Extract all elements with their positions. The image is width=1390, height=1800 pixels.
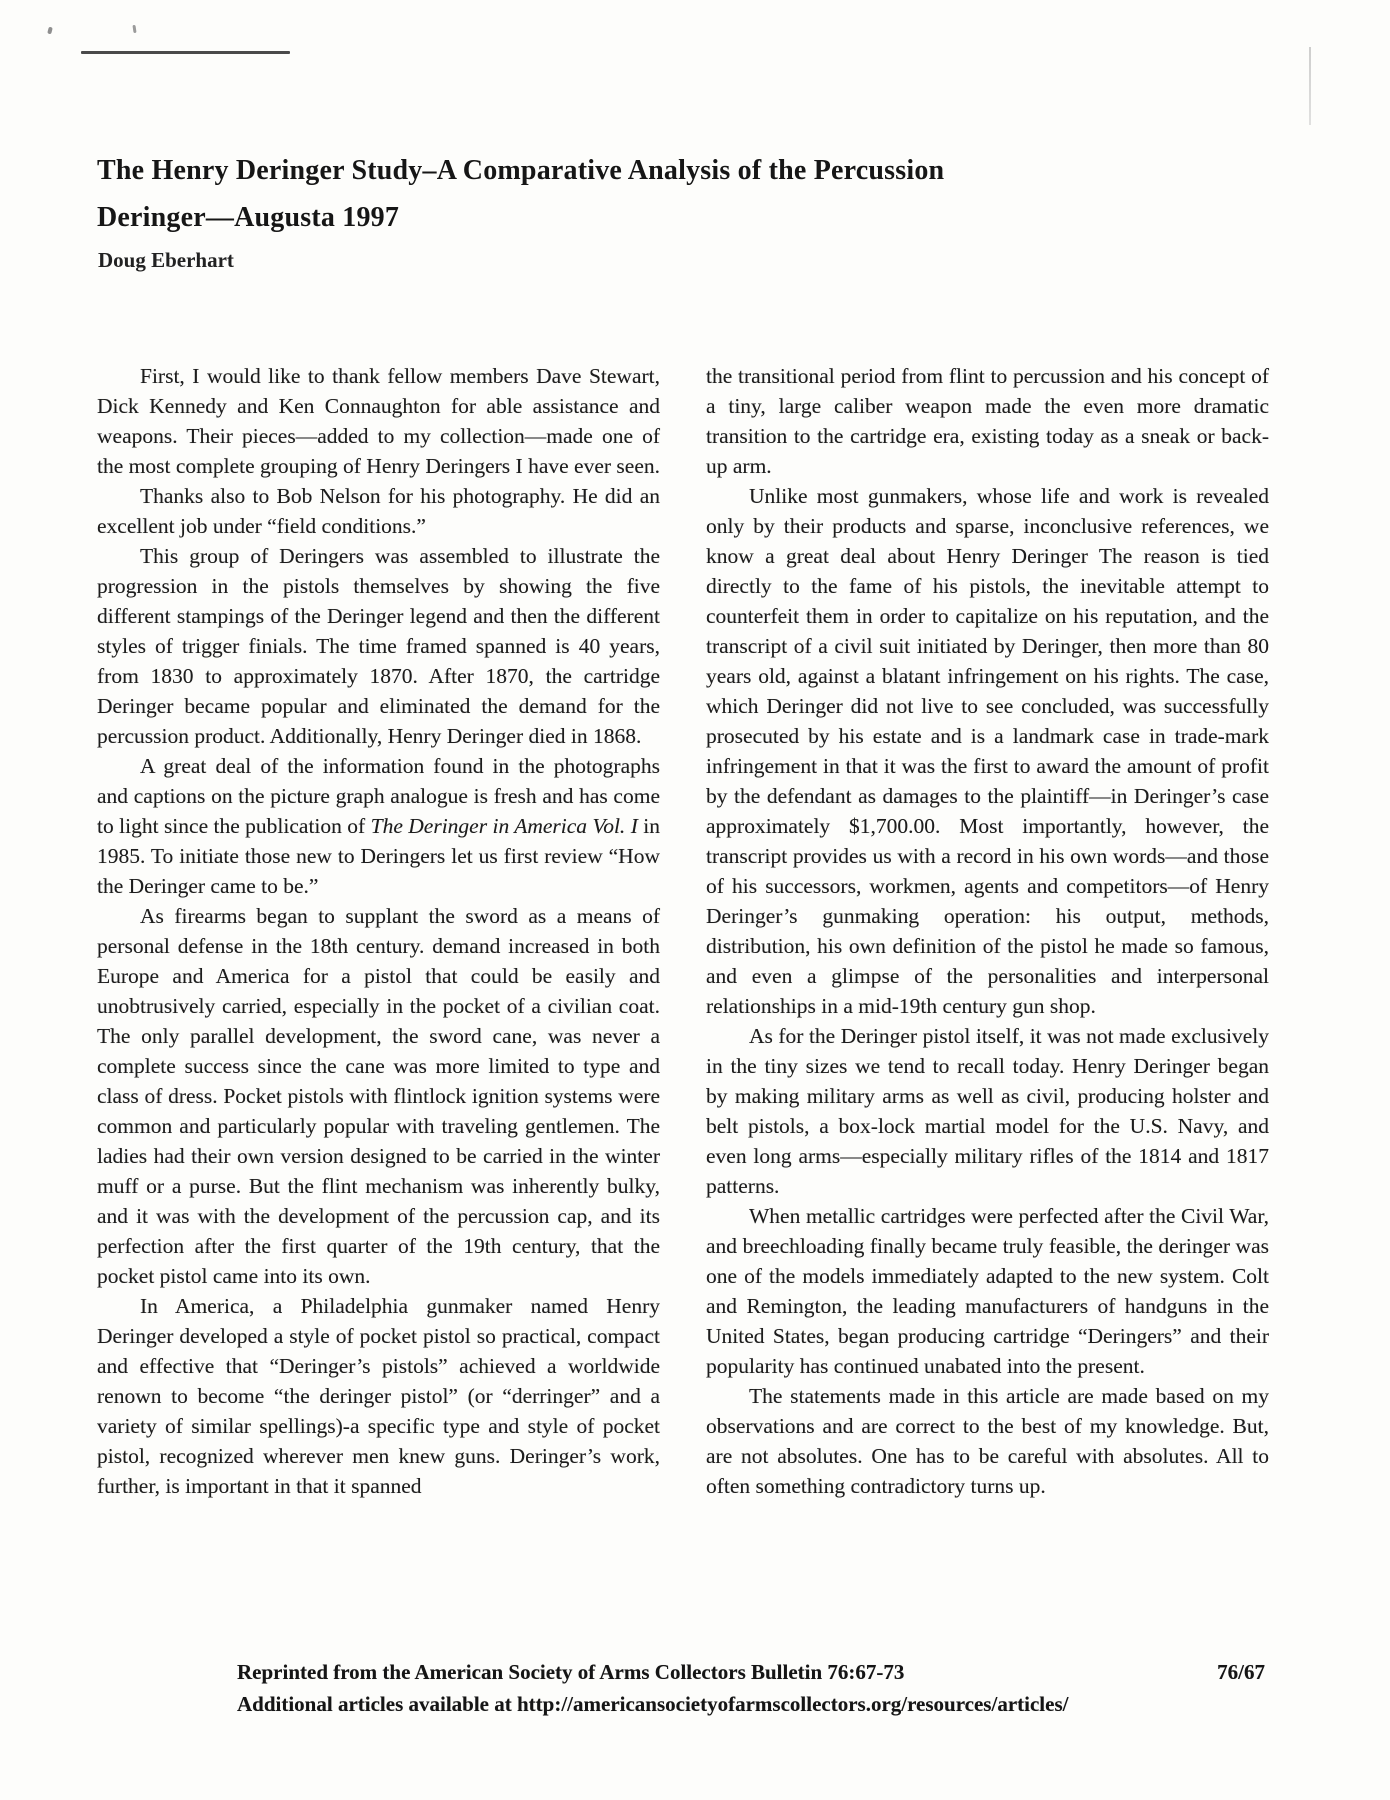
paragraph bbox=[97, 541, 660, 751]
paragraph bbox=[706, 481, 1269, 1021]
scan-speck-artifact bbox=[132, 25, 136, 33]
text-run: This group of Deringers was assembled to illustrate the progression in the pistols themselves by showing the five different stampings of the Deringer legend and then the different styles of trigger finials. The time framed spanned is 40 years, from 1830 to approximately 1870. After 1870, the cartridge Deringer became popular and eliminated the demand for the percussion product. Additionally, Henry Deringer died in 1868. bbox=[97, 544, 660, 748]
text-run: the transitional period from flint to percussion and his concept of a tiny, large caliber weapon made the even more dramatic transition to the cartridge era, existing today as a sneak or back-up arm. bbox=[706, 364, 1269, 478]
paragraph bbox=[97, 901, 660, 1291]
footer-reprint-line: Reprinted from the American Society of Arms Collectors Bulletin 76:67-73 bbox=[237, 1660, 905, 1684]
left-column bbox=[97, 361, 660, 1501]
text-run: As firearms began to supplant the sword as a means of personal defense in the 18th century. demand increased in both Europe and America for a pistol that could be easily and unobtrusively carried, especially in the pocket of a civilian coat. The only parallel development, the sword cane, was never a complete success since the cane was more limited to type and class of dress. Pocket pistols with flintlock ignition systems were common and particularly popular with traveling gentlemen. The ladies had their own version designed to be carried in the winter muff or a purse. But the flint mechanism was inherently bulky, and it was with the development of the percussion cap, and its perfection after the first quarter of the 19th century, that the pocket pistol came into its own. bbox=[97, 904, 660, 1288]
text-run: in 1985. To initiate those new to Deringers let us first review “How the Deringer came to be.” bbox=[97, 814, 660, 898]
text-run: First, I would like to thank fellow members Dave Stewart, Dick Kennedy and Ken Connaughton for able assistance and weapons. Their pieces—added to my collection—made one of the most complete grouping of Henry Deringers I have ever seen. bbox=[97, 364, 660, 478]
page-reference: 76/67 bbox=[1217, 1660, 1265, 1684]
article-title-line2: Deringer—Augusta 1997 bbox=[97, 201, 400, 233]
text-run: Unlike most gunmakers, whose life and work is revealed only by their products and sparse, inconclusive references, we know a great deal about Henry Deringer The reason is tied directly to the fame of his pistols, the inevitable attempt to counterfeit them in order to capitalize on his reputation, and the transcript of a civil suit initiated by Deringer, then more than 80 years old, against a blatant infringement on his rights. The case, which Deringer did not live to see concluded, was successfully prosecuted by his estate and is a landmark case in trade-mark infringement in that it was the first to award the amount of profit by the defendant as damages to the plaintiff—in Deringer’s case approximately $1,700.00. Most importantly, however, the transcript provides us with a record in his own words—and those of his successors, workmen, agents and competitors—of Henry Deringer’s gunmaking operation: his output, methods, distribution, his own definition of the pistol he made so famous, and even a glimpse of the personalities and interpersonal relationships in a mid-19th century gun shop. bbox=[706, 484, 1269, 1018]
article-body bbox=[97, 361, 1269, 1501]
scan-line-artifact bbox=[1309, 47, 1311, 125]
paragraph bbox=[706, 1381, 1269, 1501]
footer-articles-url-line: Additional articles available at http://americansocietyofarmscollectors.org/resources/articles/ bbox=[237, 1692, 1069, 1716]
footer bbox=[237, 1656, 1265, 1720]
paragraph bbox=[706, 361, 1269, 481]
text-run: The statements made in this article are made based on my observations and are correct to the best of my knowledge. But, are not absolutes. One has to be careful with absolutes. All to often something contradictory turns up. bbox=[706, 1384, 1269, 1498]
paragraph bbox=[706, 1201, 1269, 1381]
paragraph bbox=[706, 1021, 1269, 1201]
text-run: When metallic cartridges were perfected after the Civil War, and breechloading finally became truly feasible, the deringer was one of the models immediately adapted to the new system. Colt and Remington, the leading manufacturers of handguns in the United States, began producing cartridge “Deringers” and their popularity has continued unabated into the present. bbox=[706, 1204, 1269, 1378]
right-column bbox=[706, 361, 1269, 1501]
paragraph bbox=[97, 1291, 660, 1501]
paragraph bbox=[97, 751, 660, 901]
text-run: Thanks also to Bob Nelson for his photography. He did an excellent job under “field conditions.” bbox=[97, 484, 660, 538]
article-title-line1: The Henry Deringer Study–A Comparative Analysis of the Percussion bbox=[97, 154, 945, 186]
text-run: As for the Deringer pistol itself, it was not made exclusively in the tiny sizes we tend to recall today. Henry Deringer began by making military arms as well as civil, producing holster and belt pistols, a box-lock martial model for the U.S. Navy, and even long arms—especially military rifles of the 1814 and 1817 patterns. bbox=[706, 1024, 1269, 1198]
scan-rule-mark bbox=[81, 51, 290, 54]
footer-reprint-block bbox=[237, 1656, 1068, 1720]
paragraph bbox=[97, 481, 660, 541]
scan-speck-artifact bbox=[47, 27, 53, 35]
text-run: A great deal of the information found in the photographs and captions on the picture graph analogue is fresh and has come to light since the publication of bbox=[97, 754, 660, 838]
paragraph bbox=[97, 361, 660, 481]
author-byline: Doug Eberhart bbox=[98, 248, 234, 272]
italic-text-run: The Deringer in America Vol. I bbox=[370, 814, 638, 838]
text-run: In America, a Philadelphia gunmaker named Henry Deringer developed a style of pocket pistol so practical, compact and effective that “Deringer’s pistols” achieved a worldwide renown to become “the deringer pistol” (or “derringer” and a variety of similar spellings)-a specific type and style of pocket pistol, recognized wherever men knew guns. Deringer’s work, further, is important in that it spanned bbox=[97, 1294, 660, 1498]
article-title bbox=[97, 147, 1217, 241]
